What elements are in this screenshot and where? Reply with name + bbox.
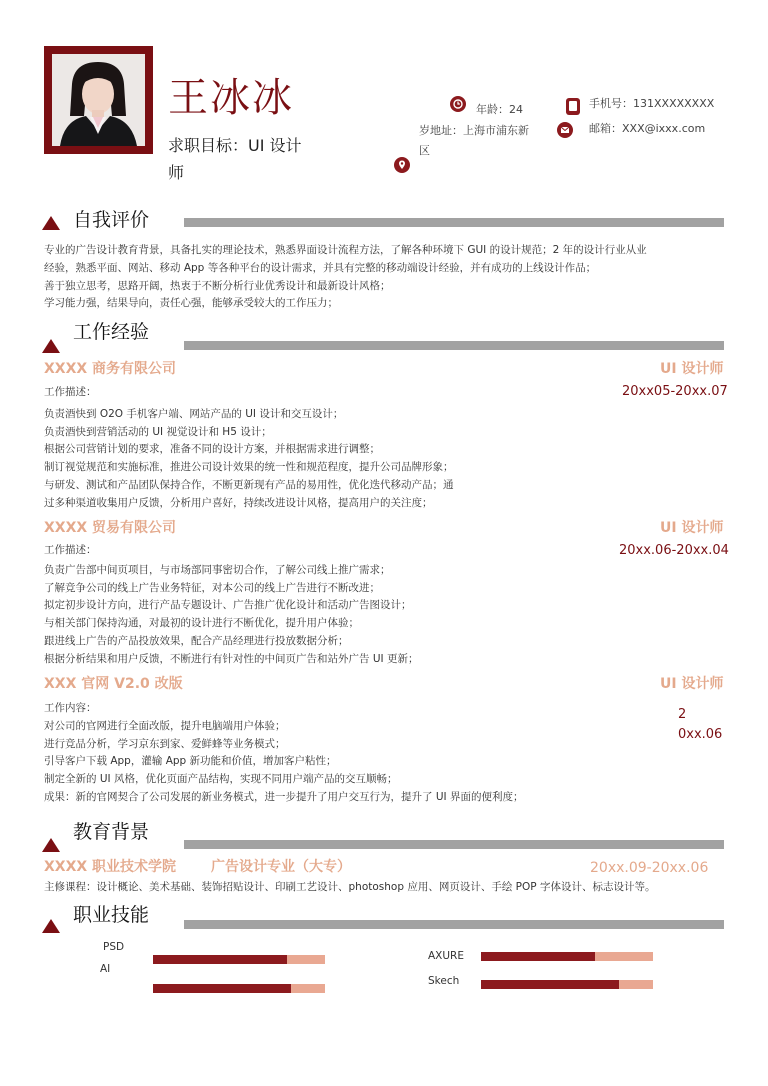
skill-bar-fill bbox=[153, 984, 291, 993]
education-date: 20xx.09-20xx.06 bbox=[590, 860, 709, 876]
job-desc-line: 进行竞品分析，学习京东到家、爱鲜蜂等业务模式； bbox=[44, 737, 286, 750]
section-divider bbox=[184, 218, 724, 227]
self-eval-line: 专业的广告设计教育背景，具备扎实的理论技术，熟悉界面设计流程方法，了解各种环境下 GUI 的设计规范；2 年的设计行业从业 bbox=[44, 244, 647, 256]
job-company: XXX 官网 V2.0 改版 bbox=[44, 676, 183, 692]
job-role: UI 设计师 bbox=[660, 520, 724, 536]
mail-icon bbox=[557, 122, 573, 138]
job-desc-label: 工作内容： bbox=[44, 702, 97, 714]
skill-name: Skech bbox=[428, 975, 460, 987]
job-desc-line: 跟进线上广告的产品投放效果，配合产品经理进行投放数据分析； bbox=[44, 634, 349, 647]
skill-bar bbox=[481, 952, 653, 961]
section-title-work: 工作经验 bbox=[73, 321, 150, 343]
job-date-line2: 0xx.06 bbox=[678, 727, 723, 742]
section-marker-icon bbox=[42, 919, 60, 933]
job-target-line1: 求职目标：UI 设计 bbox=[168, 136, 302, 155]
section-marker-icon bbox=[42, 838, 60, 852]
job-desc-line: 对公司的官网进行全面改版，提升电脑端用户体验； bbox=[44, 719, 286, 732]
skill-bar bbox=[481, 980, 653, 989]
phone-icon bbox=[566, 98, 580, 115]
job-description bbox=[44, 700, 523, 807]
job-desc-line: 与研发、测试和产品团队保持合作，不断更新现有产品的易用性，优化迭代移动产品；通 bbox=[44, 478, 454, 491]
skill-bar bbox=[153, 955, 325, 964]
job-description bbox=[44, 542, 418, 669]
address bbox=[419, 121, 529, 161]
job-target bbox=[168, 132, 328, 186]
job-date: 20xx05-20xx.07 bbox=[622, 384, 728, 399]
section-title-skills: 职业技能 bbox=[73, 904, 150, 926]
address-line2: 区 bbox=[419, 144, 430, 157]
section-divider bbox=[184, 341, 724, 350]
job-desc-line: 引导客户下载 App，灌输 App 新功能和价值，增加客户粘性； bbox=[44, 755, 337, 768]
job-desc-label: 工作描述： bbox=[44, 544, 97, 556]
job-desc-line: 制订视觉规范和实施标准，推进公司设计效果的统一性和规范程度，提升公司品牌形象； bbox=[44, 461, 454, 474]
cake-icon bbox=[450, 96, 466, 112]
skill-name: AXURE bbox=[428, 950, 464, 962]
job-desc-line: 制定全新的 UI 风格，优化页面产品结构，实现不同用户端产品的交互顺畅； bbox=[44, 773, 398, 786]
job-company: XXXX 贸易有限公司 bbox=[44, 520, 177, 536]
job-date-line1: 2 bbox=[678, 707, 687, 722]
section-marker-icon bbox=[42, 216, 60, 230]
self-eval-line: 善于独立思考，思路开阔，热衷于不断分析行业优秀设计和最新设计风格； bbox=[44, 279, 391, 292]
section-marker-icon bbox=[42, 339, 60, 353]
job-desc-line: 负责广告部中间页项目，与市场部同事密切合作，了解公司线上推广需求； bbox=[44, 563, 391, 576]
skill-bar bbox=[153, 984, 325, 993]
address-line1: 岁地址：上海市浦东新 bbox=[419, 124, 529, 137]
skill-name: AI bbox=[100, 963, 111, 975]
job-desc-line: 过多种渠道收集用户反馈，分析用户喜好，持续改进设计风格，提高用户的关注度； bbox=[44, 496, 433, 509]
job-desc-line: 拟定初步设计方向，进行产品专题设计、广告推广优化设计和活动广告图设计； bbox=[44, 599, 412, 612]
job-desc-line: 负责酒快到 O2O 手机客户端、网站产品的 UI 设计和交互设计； bbox=[44, 407, 344, 420]
photo-frame bbox=[44, 46, 153, 154]
skill-bar-fill bbox=[153, 955, 287, 964]
job-description bbox=[44, 384, 454, 513]
job-desc-line: 根据公司营销计划的要求，准备不同的设计方案，并根据需求进行调整； bbox=[44, 443, 380, 456]
job-desc-line: 了解竞争公司的线上广告业务特征，对本公司的线上广告进行不断改进； bbox=[44, 581, 380, 594]
avatar bbox=[52, 54, 145, 146]
self-eval bbox=[44, 242, 647, 313]
self-eval-line: 经验，熟悉平面、网站、移动 App 等各种平台的设计需求，并具有完整的移动端设计经验，并有成功的上线设计作品； bbox=[44, 261, 597, 274]
job-desc-line: 负责酒快到营销活动的 UI 视觉设计和 H5 设计； bbox=[44, 425, 272, 438]
job-desc-line: 根据分析结果和用户反馈，不断进行有针对性的中间页广告和站外广告 UI 更新； bbox=[44, 652, 419, 665]
job-date bbox=[678, 705, 722, 745]
skill-bar-fill bbox=[481, 980, 619, 989]
email: 邮箱：XXX@ixxx.com bbox=[589, 122, 706, 135]
skill-name: PSD bbox=[103, 941, 125, 953]
job-desc-line: 与相关部门保持沟通，对最初的设计进行不断优化，提升用户体验； bbox=[44, 617, 359, 630]
section-title-self: 自我评价 bbox=[73, 209, 150, 231]
job-target-line2: 师 bbox=[168, 163, 185, 182]
location-icon bbox=[394, 157, 410, 173]
skill-bar-fill bbox=[481, 952, 595, 961]
candidate-name: 王冰冰 bbox=[168, 75, 294, 121]
age: 年龄：24 bbox=[476, 103, 523, 116]
self-eval-line: 学习能力强，结果导向，责任心强，能够承受较大的工作压力； bbox=[44, 297, 338, 310]
job-date: 20xx.06-20xx.04 bbox=[619, 543, 729, 558]
job-role: UI 设计师 bbox=[660, 361, 724, 377]
school-name: XXXX 职业技术学院 bbox=[44, 859, 177, 875]
job-company: XXXX 商务有限公司 bbox=[44, 361, 177, 377]
phone: 手机号：131XXXXXXXX bbox=[589, 97, 715, 110]
section-divider bbox=[184, 840, 724, 849]
section-divider bbox=[184, 920, 724, 929]
section-title-education: 教育背景 bbox=[73, 821, 150, 843]
job-desc-line: 成果：新的官网契合了公司发展的新业务模式，进一步提升了用户交互行为，提升了 UI 界面的便利度； bbox=[44, 790, 524, 803]
job-desc-label: 工作描述： bbox=[44, 386, 97, 398]
courses: 主修课程：设计概论、美术基础、装饰招贴设计、印刷工艺设计、photoshop 应用、网页设计、手绘 POP 字体设计、标志设计等。 bbox=[44, 881, 656, 893]
job-role: UI 设计师 bbox=[660, 676, 724, 692]
major: 广告设计专业（大专） bbox=[211, 859, 351, 875]
